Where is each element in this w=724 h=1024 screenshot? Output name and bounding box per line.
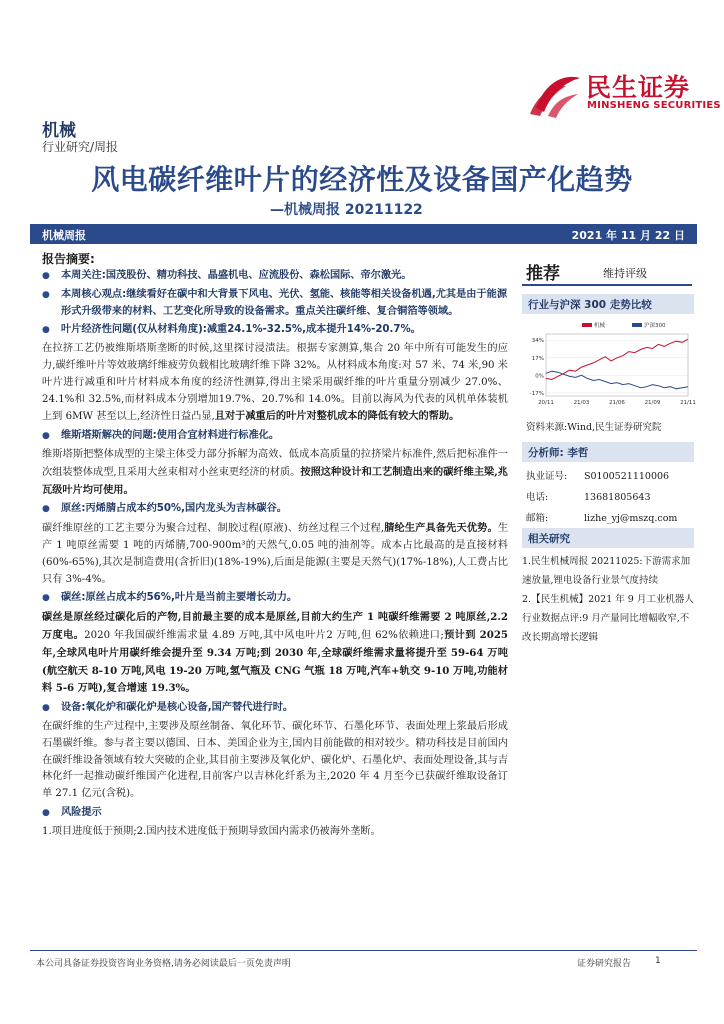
chart-x-tick-label: 21/11 [680, 400, 696, 406]
chart-y-tick-label: 17% [531, 355, 544, 362]
report-title: 风电碳纤维叶片的经济性及设备国产化趋势 [91, 163, 633, 196]
rating-title: 推荐 [526, 264, 560, 284]
analyst-email-link[interactable]: lizhe_yj@mszq.com [584, 513, 678, 524]
bar-left-label: 机械周报 [42, 229, 86, 242]
analyst-phone [526, 487, 677, 508]
analyst-key: 邮箱: [526, 513, 549, 524]
analyst-key: 电话: [526, 492, 549, 503]
carbon-silk-paragraph [42, 609, 508, 698]
equipment-heading: ● 设备:氧化炉和碳化炉是核心设备,国产替代进行时。 [42, 700, 508, 717]
chart-y-tick-label: 0% [535, 373, 544, 380]
chart-heading-text: 行业与沪深 300 走势比较 [528, 299, 652, 311]
footer-label: 证券研究报告 [577, 959, 632, 969]
analyst-value: S0100521110006 [584, 471, 670, 482]
rating-value: 维持评级 [603, 267, 647, 280]
analyst-value: 13681805643 [584, 492, 651, 503]
vestas-paragraph [42, 447, 508, 499]
chart-source: 资料来源:Wind,民生证券研究院 [526, 422, 662, 433]
carbon-silk-heading: ● 碳丝:原丝占成本约56%,叶片是当前主要增长动力。 [42, 590, 508, 607]
brand-name-en: MINSHENG SECURITIES [587, 100, 721, 111]
analyst-key: 执业证号: [526, 471, 568, 482]
equipment-paragraph: 在碳纤维的生产过程中,主要涉及原丝制备、氧化环节、碳化环节、石墨化环节、表面处理上浆最后形成石墨碳纤维。参与者主要以德国、日本、美国企业为主,国内目前能做的相对较少。精功科技是目前国内在碳纤维设备领域有较大突破的企业,其目前主要涉及氧化炉、碳化炉、石墨化炉、表面处理设备,其与吉林化纤一起推动碳纤维国产化进程,目前客户以吉林化纤系为主,2020 年 4 月至今已获碳纤维取设备订单 27.1 亿元(含税)。 [42, 720, 508, 800]
sector-label: 机械 [42, 121, 76, 141]
analyst-heading-text: 分析师: 李哲 [528, 447, 589, 459]
economics-paragraph [42, 341, 508, 426]
report-type: 行业研究/周报 [42, 140, 119, 154]
carbon-text: 2020 年我国碳纤维需求量 4.89 万吨,其中风电叶片2 万吨,但 62%依赖进口; [84, 629, 444, 641]
footer-disclaimer: 本公司具备证券投资咨询业务资格,请务必阅读最后一页免责声明 [36, 959, 291, 969]
chart-series-line [546, 371, 688, 389]
chart-heading [522, 294, 694, 314]
risk-heading: ● 风险提示 [42, 805, 508, 822]
analyst-license [526, 466, 677, 487]
trend-chart [522, 318, 694, 410]
chart-grid [546, 334, 688, 396]
header-bar [30, 224, 697, 244]
abstract-body [42, 268, 508, 843]
economics-heading: ● 叶片经济性问题(仅从材料角度):减重24.1%-32.5%,成本提升14%-20.7%。 [42, 322, 508, 339]
raw-silk-paragraph [42, 520, 508, 588]
focus-bullet: ● 本周关注:国茂股份、精功科技、晶盛机电、应流股份、森松国际、帝尔激光。 [42, 268, 508, 285]
economics-text: 在拉挤工艺仍被维斯塔斯垄断的时候,这里探讨浸渍法。根据专家测算,集合 20 年中所有可能发生的应力,碳纤维叶片等效玻璃纤维疲劳负载相比玻璃纤维下降 32%。从材料成本角度:对 57 米、74 米,90 米叶片进行减重和叶片材料成本角度的经济性测算,得出主梁采用碳纤维的叶片重量分别减少 27.0%、24.1%和 32.5%,而材料成本分别增加19.7%、20.7%和 14.0%。目前以海风为代表的风机单体装机上到 6MW 甚至以上,经济性日益凸显, [42, 343, 508, 423]
raw-silk-text: 碳纤维原丝的工艺主要分为聚合过程、制胶过程(原液)、纺丝过程三个过程, [42, 523, 385, 535]
report-subtitle: —机械周报 20211122 [270, 202, 423, 218]
abstract-heading: 报告摘要: [42, 252, 95, 266]
chart-lines [546, 339, 688, 389]
related-heading-text: 相关研究 [528, 533, 570, 545]
raw-silk-heading: ● 原丝:丙烯腈占成本约50%,国内龙头为吉林碳谷。 [42, 501, 508, 518]
footer-divider [30, 950, 697, 951]
vestas-heading: ● 维斯塔斯解决的问题:使用合宜材料进行标准化。 [42, 428, 508, 445]
chart-y-ticks [530, 338, 544, 397]
brand-name-cn: 民生证券 [586, 73, 691, 102]
raw-silk-bold-text: 腈纶生产具备先天优势。 [384, 522, 498, 535]
page-number: 1 [655, 956, 661, 966]
minsheng-logo-icon [526, 70, 584, 120]
report-date: 2021 年 11 月 22 日 [571, 229, 685, 242]
related-reports [522, 552, 694, 647]
chart-legend-swatch [582, 323, 592, 327]
chart-legend-swatch [632, 323, 642, 327]
chart-x-tick-label: 20/11 [538, 400, 554, 406]
vestas-bold-text: 按照这种设计和工艺制造出来的碳纤维主梁,兆瓦级叶片均可使用。 [42, 465, 508, 496]
raw-silk-text-2: 生产 1 吨原丝需要 1 吨的丙烯腈,700-900m³的天然气,0.05 吨的油剂等。成本占比最高的是直接材料(60%-65%),其次是制造费用(含折旧)(18%-19%),后面是能源(主要是天然气)(17%-18%),人工费占比只有 3%-4%。 [42, 523, 509, 585]
chart-y-tick-label: -17% [529, 390, 544, 397]
chart-x-tick-label: 21/09 [644, 400, 661, 406]
related-report-item[interactable]: 2.【民生机械】2021 年 9 月工业机器人行业数据点评:9 月产量同比增幅收窄,不改长期高增长逻辑 [522, 594, 694, 643]
chart-frame [546, 334, 688, 396]
chart-legend [582, 321, 666, 329]
carbon-bold-text-1: 碳丝是原丝经过碳化后的产物,目前最主要的成本是原丝,目前大约生产 1 吨碳纤维需要 2 吨原丝,2.2 万度电。 [42, 611, 508, 641]
chart-legend-label: 沪深300 [644, 323, 666, 329]
economics-bold-text: 且对于减重后的叶片对整机成本的降低有较大的帮助。 [214, 410, 460, 423]
chart-series-line [546, 339, 688, 379]
chart-legend-label: 机械 [594, 323, 606, 329]
chart-y-tick-label: 34% [531, 338, 544, 345]
related-heading [522, 528, 694, 548]
analyst-heading [522, 442, 694, 462]
chart-x-ticks [538, 400, 696, 406]
chart-x-tick-label: 21/06 [609, 400, 625, 406]
analyst-email[interactable] [526, 508, 677, 529]
carbon-bold-text-2: 预计到 2025 年,全球风电叶片用碳纤维会提升至 9.34 万吨;到 2030 年,全球碳纤维需求量将提升至 59-64 万吨(航空航天 8-10 万吨,风电 19-20 万吨,氢气瓶及 CNG 气瓶 18 万吨,汽车+轨交 9-10 万吨,功能材料 5-6 万吨),复合增速 19.3%。 [42, 628, 509, 695]
core-view-bullet: ● 本周核心观点:继续看好在碳中和大背景下风电、光伏、氢能、核能等相关设备机遇,尤其是由于能源形式升级带来的材料、工艺变化所导致的设备需求。重点关注碳纤维、复合铜箔等领域。 [42, 287, 508, 321]
related-report-item[interactable]: 1.民生机械周报 20211025:下游需求加速放量,锂电设备行业景气度持续 [522, 556, 691, 586]
vestas-text: 维斯塔斯把整体成型的主梁主体受力部分拆解为高效、低成本高质量的拉挤梁片标准件,然后把标准件一次组装整体成型,且采用大丝束相对小丝束更经济的材质。 [42, 448, 508, 478]
chart-x-tick-label: 21/03 [573, 400, 590, 406]
risk-paragraph: 1.项目进度低于预期;2.国内技术进度低于预期导致国内需求仍被海外垄断。 [42, 825, 381, 837]
analyst-info [526, 466, 677, 529]
